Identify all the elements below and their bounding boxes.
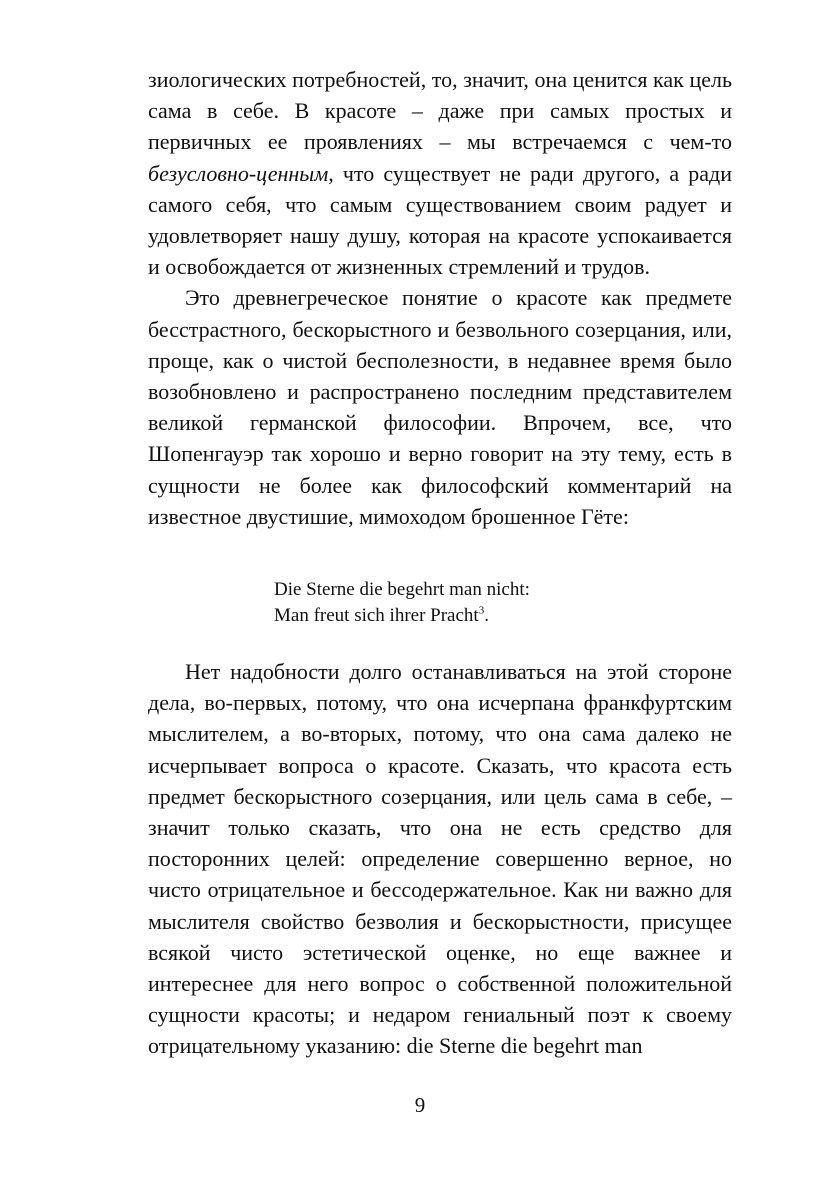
footnote-mark[interactable]: 3 [478, 604, 485, 617]
paragraph-1-italic-phrase: безусловно-ценным [148, 160, 329, 186]
main-text-bottom [148, 656, 732, 1062]
verse-line-2 [274, 603, 530, 629]
verse-line-2-text: Man freut sich ihrer Pracht [274, 605, 479, 626]
main-text-top [148, 64, 732, 532]
paragraph-3: Нет надобности долго останавливаться на этой стороне дела, во-первых, потому, что она исчерпана франкфуртским мыслителем, а во-вторых, потому, что она сама далеко не исчерпывает вопроса о красоте. Сказать, что красота есть предмет бескорыстного созерцания, или цель сама в себе, – значит только сказать, что она не есть средство для посторонних целей: определение совершенно верное, но чисто отрицательное и бессодержательное. Как ни важно для мыслителя свойство безволия и бескорыстности, присущее всякой чисто эстетической оценке, но еще важнее и интереснее для него вопрос о собственной положительной сущности красоты; и недаром гениальный поэт к своему отрицательному указанию: die Sterne die begehrt man [148, 659, 732, 1059]
verse-quote [274, 577, 530, 629]
paragraph-1-end: , что существует не ради другого, а ради самого себя, что самым существованием своим радует и удовлетворяет нашу душу, которая на красоте успокаивается и освобождается от жизненных стремлений и трудов. [148, 160, 732, 280]
verse-line-2-end: . [484, 605, 489, 626]
paragraph-2: Это древнегреческое понятие о красоте как предмете бесстрастного, бескорыстного и безвольного созерцания, или, проще, как о чистой бесполезности, в недавнее время было возобновлено и распространено последним представителем великой германской философии. Впрочем, все, что Шопенгауэр так хорошо и верно говорит на эту тему, есть в сущности не более как философский комментарий на известное двустишие, мимоходом брошенное Гёте: [148, 285, 732, 529]
page-number: 9 [414, 1093, 426, 1117]
paragraph-1-start: зиологических потребностей, то, значит, она ценится как цель сама в себе. В красоте – даже при самых простых и первичных ее проявлениях – мы встречаемся с чем-то [148, 67, 732, 155]
verse-line-1: Die Sterne die begehrt man nicht: [274, 579, 530, 600]
paragraph-1 [148, 64, 732, 282]
